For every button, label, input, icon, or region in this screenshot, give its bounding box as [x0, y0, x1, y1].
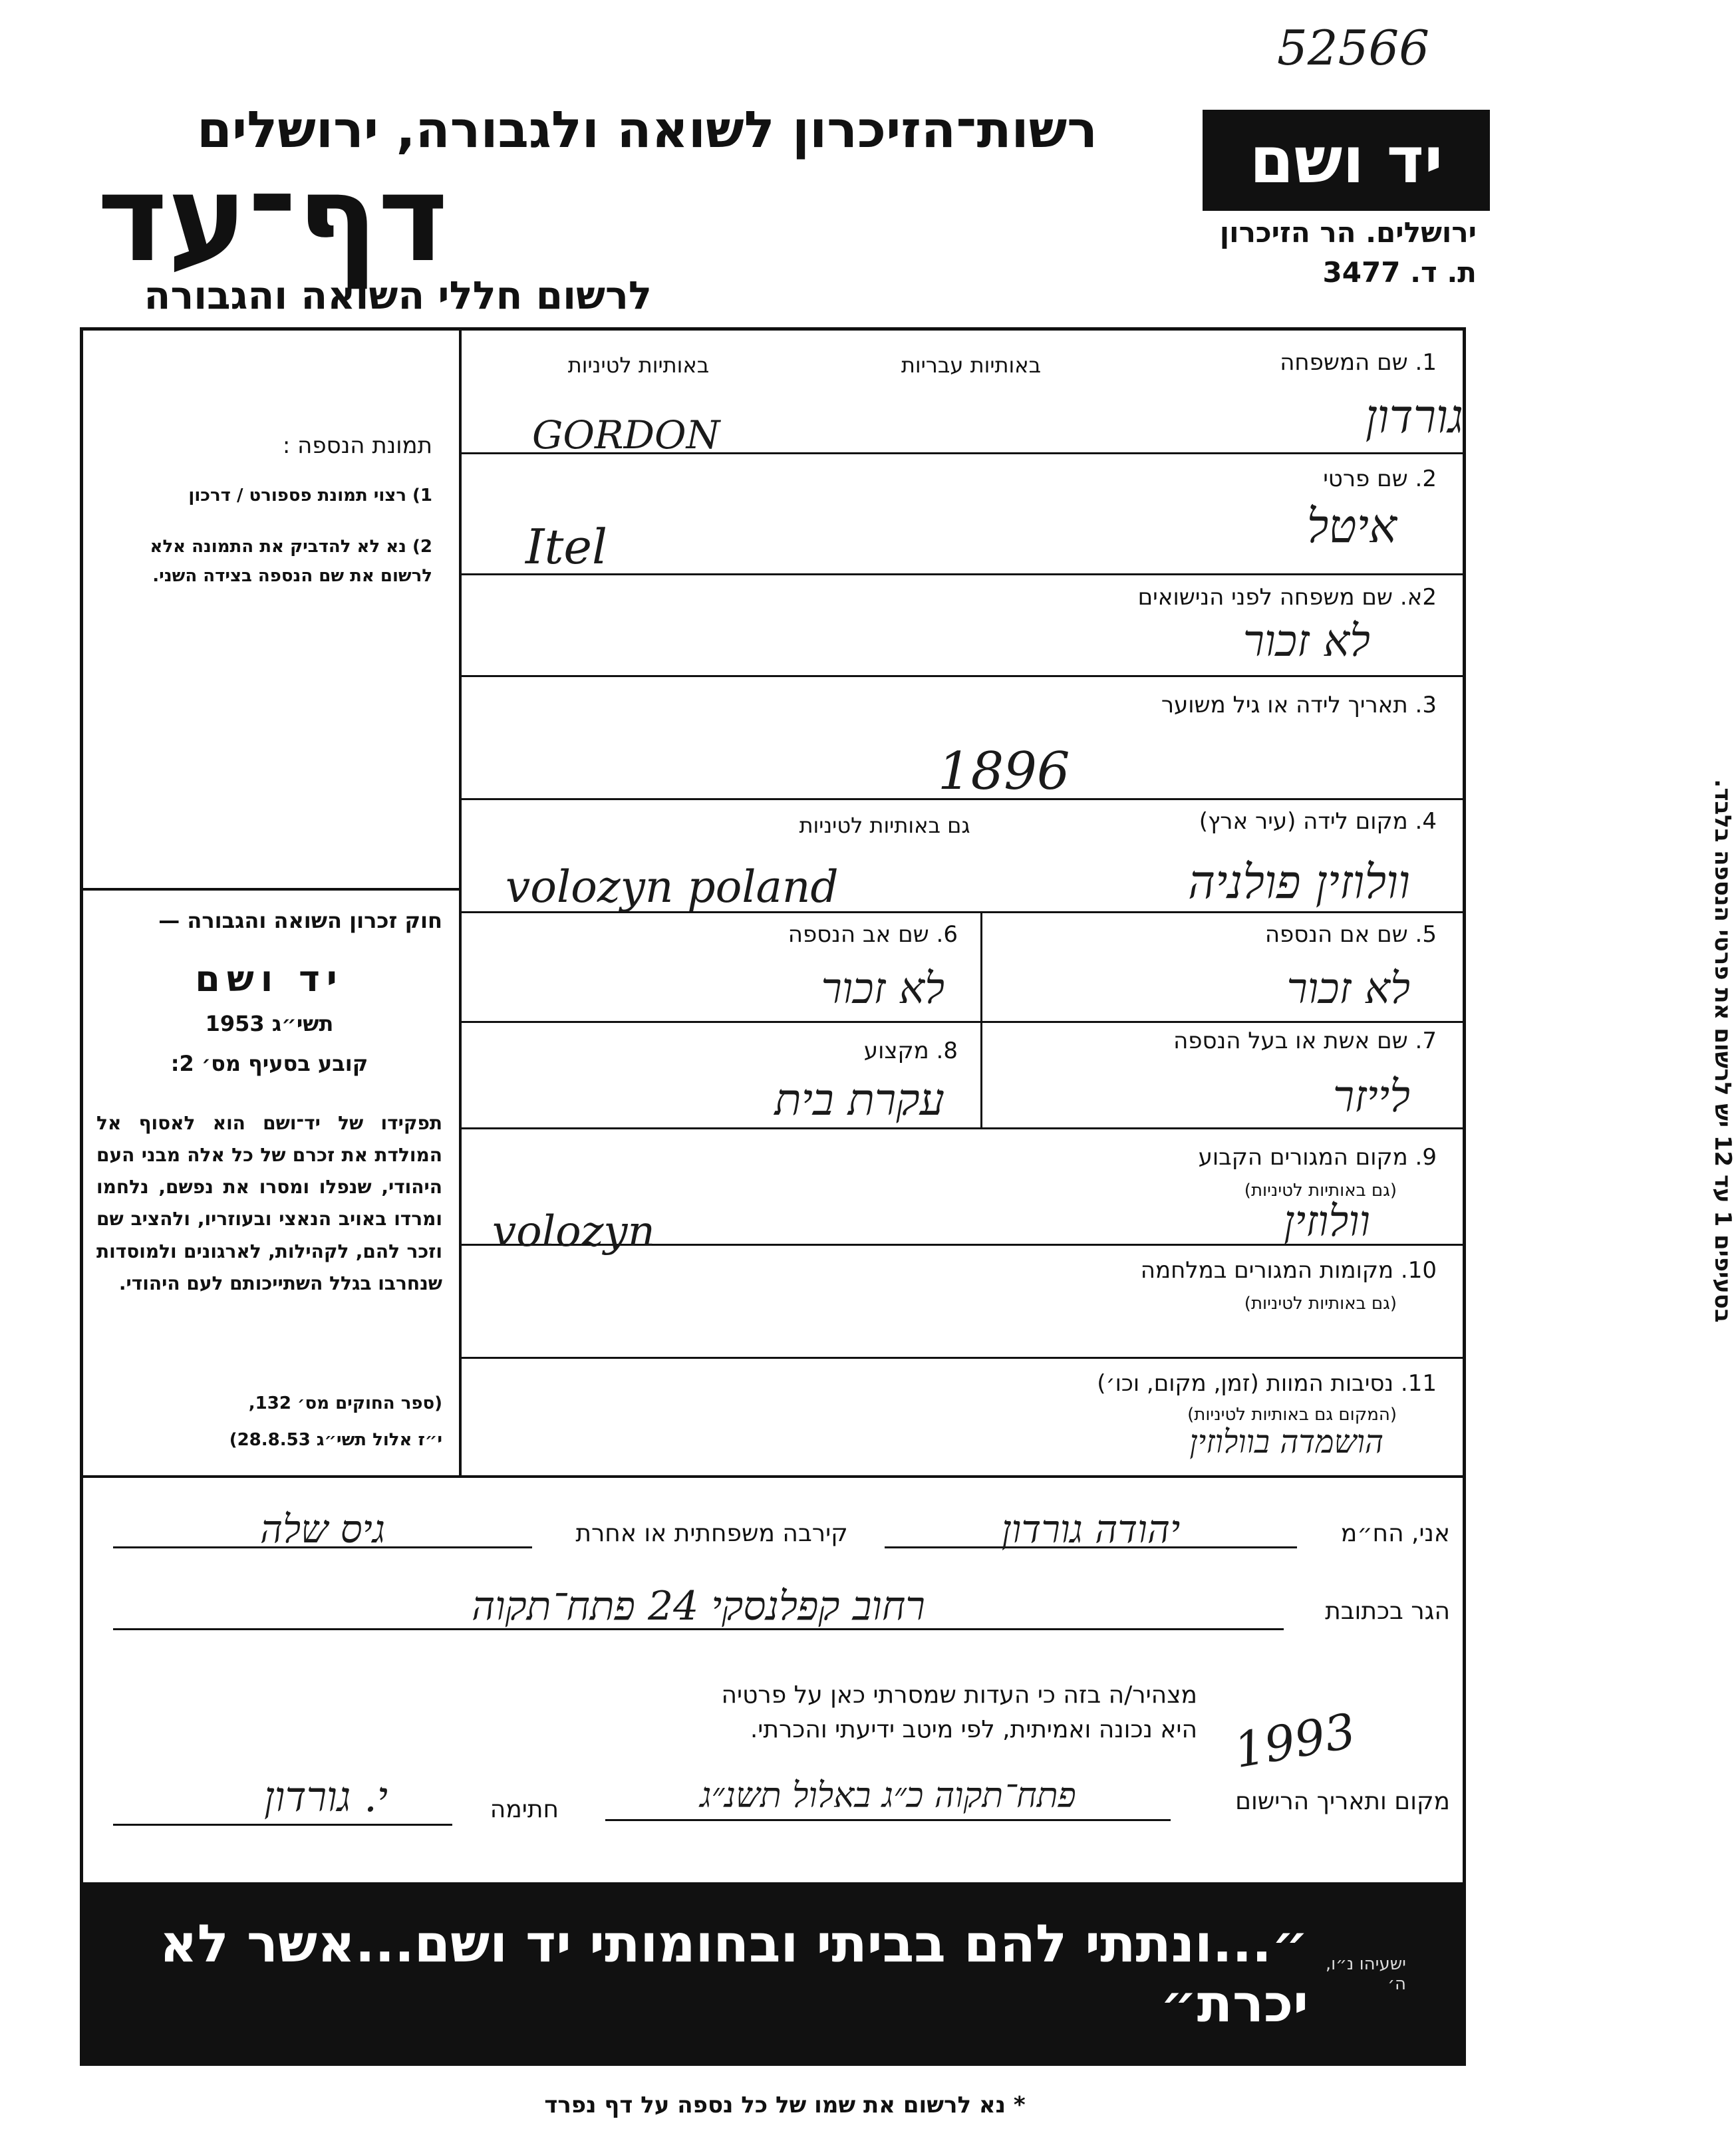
death-circumstances: הושמדה בוולוזין: [1189, 1423, 1383, 1461]
row-divider: [460, 1127, 1465, 1129]
field-5-label: [1038, 921, 1437, 948]
field-9-text: מקום המגורים הקבוע: [1198, 1144, 1408, 1171]
birth-place-latin: volozyn poland: [506, 861, 839, 913]
form-subtitle: לרשום חללי השואה והגבורה: [144, 273, 652, 318]
field-6-number: 6.: [936, 921, 958, 948]
field-2a-label: [931, 584, 1437, 611]
field-5-number: 5.: [1415, 921, 1437, 948]
field-1-label: [1064, 349, 1437, 376]
field-6-label: [665, 921, 958, 948]
photo-note-2: 2) נא לא להדביק את התמונה אלא לרשום את שם הנספה בצידה השני.: [150, 537, 432, 587]
law-source-2: י״ז אלול תשי״ג 28.8.53): [229, 1430, 442, 1450]
field-9-label: [1038, 1144, 1437, 1171]
quote-banner: [80, 1882, 1466, 2066]
address-label: הגר בכתובת: [1325, 1598, 1450, 1625]
relation-label: קירבה משפחתית או אחרת: [575, 1520, 848, 1547]
yad-vashem-logo: [1203, 110, 1490, 211]
left-column-divider: [459, 329, 462, 1477]
banner-source: ישעיהו נ״ו, ה׳: [1325, 1954, 1406, 1994]
field-8-label: [665, 1038, 958, 1064]
field-1-number: 1.: [1415, 349, 1437, 376]
field-11-text: נסיבות המוות (זמן, מקום, וכו׳): [1097, 1370, 1394, 1397]
father-name: לא זכור: [821, 964, 944, 1014]
field-2-label: [1064, 466, 1437, 492]
signature-line: [113, 1824, 452, 1826]
place-date-label: מקום ותאריך הרישום: [1235, 1788, 1450, 1815]
residence-hebrew: וולוזין: [1284, 1197, 1370, 1246]
organization-line: רשות־הזיכרון לשואה ולגבורה, ירושלים: [197, 100, 1097, 159]
banner-quote: ״...ונתתי להם בביתי ובחומותי יד ושם...אשר לא יכרת״: [159, 1914, 1309, 2034]
side-note: בסעיפים 1 עד 12 יש לרשום את פרטי הנספה בלבד.: [1709, 779, 1736, 1323]
photo-note-1: 1) רצוי תמונת פספורט / דרכון: [188, 486, 432, 505]
field-9-number: 9.: [1415, 1144, 1437, 1171]
footer-star: *: [1013, 2092, 1026, 2118]
mother-name: לא זכור: [1286, 964, 1410, 1014]
address-line-2: ת. ד. 3477: [1322, 256, 1477, 289]
birth-year: 1896: [938, 742, 1070, 801]
first-name-latin: Itel: [525, 519, 608, 575]
section-divider: [81, 1475, 1465, 1478]
relation-value: גיס שלה: [260, 1506, 385, 1552]
field-3-text: תאריך לידה או גיל משוער: [1161, 692, 1408, 718]
field-5-text: שם אם הנספה: [1264, 921, 1408, 948]
law-year: תשי״ג 1953: [205, 1011, 334, 1036]
law-clause: קובע בסעיף מס׳ 2:: [170, 1051, 368, 1076]
field-10-text: מקומות המגורים במלחמה: [1140, 1257, 1394, 1284]
field-11-label: [931, 1370, 1437, 1397]
field-7-label: [1038, 1028, 1437, 1054]
field-2a-number: 2א.: [1399, 584, 1437, 611]
address-value: רחוב קפלנסקי 24 פתח־תקוה: [472, 1583, 925, 1630]
maiden-name: לא זכור: [1242, 615, 1370, 666]
field-2a-text: שם משפחה לפני הנישואים: [1137, 584, 1393, 611]
field-10-sub: (גם באותיות לטיניות): [1244, 1294, 1397, 1314]
signature-value: י. גורדון: [263, 1773, 388, 1821]
row-divider: [460, 1021, 1465, 1023]
law-source-1: (ספר החוקים מס׳ 132,: [248, 1393, 442, 1413]
spouse-name: לייזר: [1332, 1071, 1410, 1122]
logo-text: יד ושם: [1249, 123, 1443, 198]
family-name-latin: GORDON: [532, 412, 720, 458]
place-date-line: [605, 1819, 1171, 1821]
law-name: יד ושם: [195, 958, 344, 1000]
form-title: דף־עד: [97, 150, 448, 289]
law-title: חוק זכרון השואה והגבורה —: [158, 908, 442, 933]
family-name-hebrew: גורדון: [1365, 389, 1463, 444]
field-1-text: שם המשפחה: [1280, 349, 1408, 376]
statement-line-2: היא נכונה ואמיתית, לפי מיטב ידיעתי והכרתי.: [750, 1716, 1197, 1743]
field-3-number: 3.: [1415, 692, 1437, 718]
law-text: תפקידו של יד־ושם הוא לאסוף אל המולדת את זכרם של כל אלה מבני העם היהודי, שנפלו ומסרו את נפשם, נלחמו ומרדו באויב הנאצי ובעוזריו, ולהציב שם וזכר להם, לקהילות, לארגונים ולמוסדות שנחרבו בגלל השתייכותם לעם היהודי.: [96, 1112, 442, 1294]
field-2-number: 2.: [1415, 466, 1437, 492]
occupation: עקרת בית: [774, 1074, 944, 1125]
hebrew-letters-header: באותיות עבריות: [901, 353, 1042, 378]
declarant-label: אני, הח״מ: [1340, 1520, 1450, 1547]
photo-label: תמונת הנספה :: [282, 432, 432, 459]
mid-column-divider: [980, 911, 982, 1127]
registration-year: 1993: [1230, 1702, 1360, 1779]
statement-line-1: מצהיר/ה בזה כי העדות שמסרתי כאן על פרטיה: [721, 1681, 1197, 1709]
field-4-number: 4.: [1415, 808, 1437, 835]
place-date-value: פתח־תקוה כ״ג באלול תשנ״ג: [700, 1776, 1076, 1816]
footer-note: [466, 2092, 1104, 2118]
row-divider: [460, 675, 1465, 677]
field-11-number: 11.: [1400, 1370, 1437, 1397]
reference-number: 52566: [1277, 20, 1430, 76]
field-6-text: שם אב הנספה: [788, 921, 929, 948]
field-3-label: [931, 692, 1437, 718]
field-4-text: מקום לידה (עיר ארץ): [1199, 808, 1408, 835]
signature-label: חתימה: [490, 1796, 559, 1823]
field-11-sub: (המקום גם באותיות לטיניות): [1187, 1405, 1397, 1425]
field-4-label: [1038, 808, 1437, 835]
field-8-text: מקצוע: [863, 1038, 929, 1064]
address-line-1: ירושלים. הר הזיכרון: [1219, 216, 1477, 249]
birth-place-latin-header: גם באותיות לטיניות: [799, 813, 970, 838]
first-name-hebrew: איטל: [1306, 499, 1397, 553]
field-10-label: [971, 1257, 1437, 1284]
photo-law-divider: [81, 888, 460, 891]
row-divider: [460, 573, 1465, 575]
declarant-name: יהודה גורדון: [1001, 1506, 1181, 1552]
row-divider: [460, 1357, 1465, 1359]
field-7-text: שם אשת או בעל הנספה: [1173, 1028, 1408, 1054]
field-9-sub: (גם באותיות לטיניות): [1244, 1181, 1397, 1201]
field-7-number: 7.: [1415, 1028, 1437, 1054]
footer-text: נא לרשום את שמו של כל נספה על דף נפרד: [544, 2092, 1006, 2118]
birth-place-hebrew: וולוזין פולניה: [1188, 855, 1410, 909]
field-10-number: 10.: [1400, 1257, 1437, 1284]
field-2-text: שם פרטי: [1323, 466, 1408, 492]
field-8-number: 8.: [936, 1038, 958, 1064]
residence-latin: volozyn: [492, 1207, 655, 1256]
latin-letters-header: באותיות לטיניות: [567, 353, 710, 378]
